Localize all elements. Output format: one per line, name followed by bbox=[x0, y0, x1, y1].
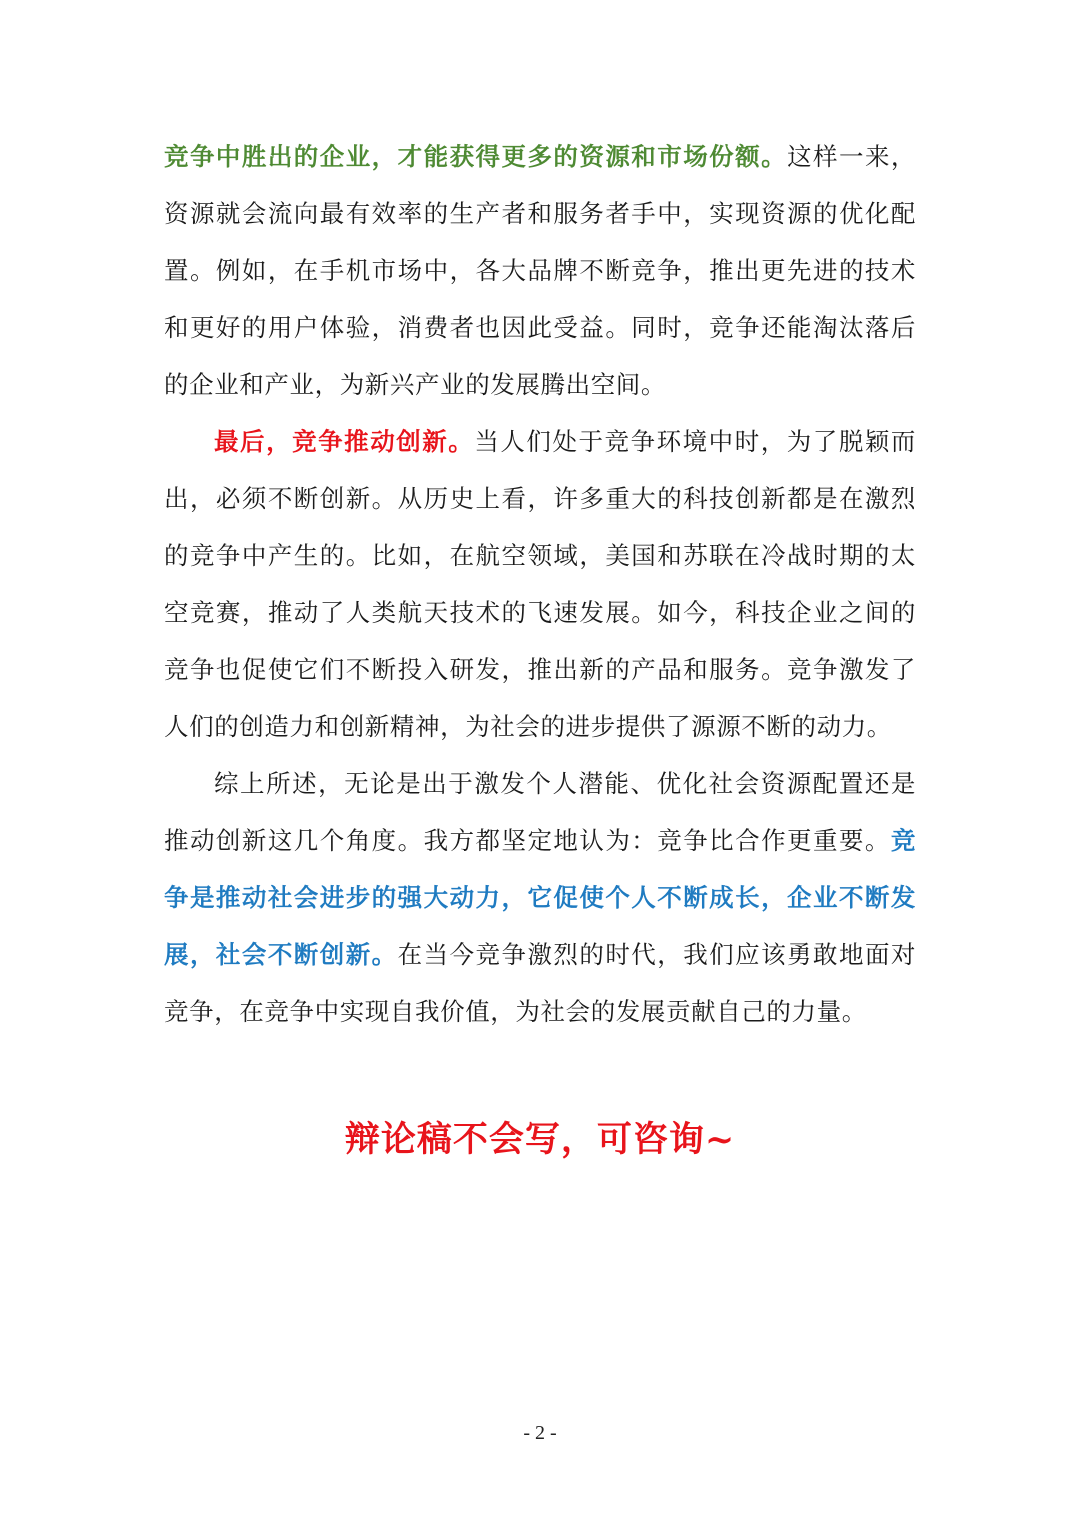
paragraph-text-after: 在当今竞争激烈的时代，我们应该勇敢地面对竞争，在竞争中实现自我价值，为社会的发展贡献自己的力量。 bbox=[164, 940, 917, 1026]
paragraph-conclusion bbox=[164, 755, 916, 1040]
document-body bbox=[164, 128, 916, 1040]
page-number: - 2 - bbox=[523, 1422, 557, 1444]
paragraph-text: 当人们处于竞争环境中时，为了脱颖而出，必须不断创新。从历史上看，许多重大的科技创新都是在激烈的竞争中产生的。比如，在航空领域，美国和苏联在冷战时期的太空竞赛，推动了人类航天技术的飞速发展。如今，科技企业之间的竞争也促使它们不断投入研发，推出新的产品和服务。竞争激发了人们的创造力和创新精神，为社会的进步提供了源源不断的动力。 bbox=[164, 427, 917, 741]
paragraph-text-before: 综上所述，无论是出于激发个人潜能、优化社会资源配置还是推动创新这几个角度。我方都坚定地认为：竞争比合作更重要。 bbox=[164, 769, 916, 855]
consultation-callout: 辩论稿不会写，可咨询~ bbox=[344, 1119, 736, 1160]
paragraph-innovation bbox=[164, 413, 916, 755]
paragraph-resource-allocation bbox=[164, 128, 916, 413]
highlight-blue: 竞争是推动社会进步的强大动力，它促使个人不断成长，企业不断发展，社会不断创新。 bbox=[164, 826, 916, 969]
paragraph-text: 这样一来，资源就会流向最有效率的生产者和服务者手中，实现资源的优化配置。例如，在手机市场中，各大品牌不断竞争，推出更先进的技术和更好的用户体验，消费者也因此受益。同时，竞争还能淘汰落后的企业和产业，为新兴产业的发展腾出空间。 bbox=[164, 142, 917, 399]
highlight-red: 最后，竞争推动创新。 bbox=[214, 427, 475, 456]
highlight-green: 竞争中胜出的企业，才能获得更多的资源和市场份额。 bbox=[164, 142, 788, 171]
